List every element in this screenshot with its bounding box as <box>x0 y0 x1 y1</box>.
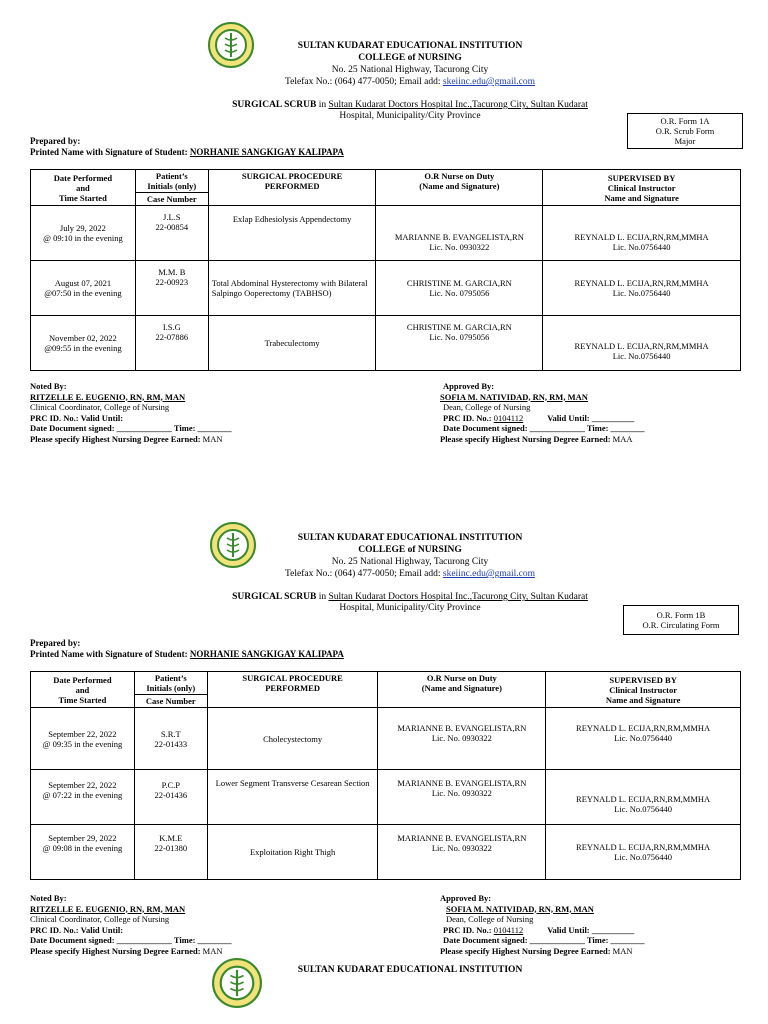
telefax-line: Telefax No.: (064) 477-0050; Email add: skeiinc.edu@gmail.com <box>284 77 536 87</box>
table-row: July 29, 2022 @ 09:10 in the evening J.L.S 22-00854 Exlap Edhesiolysis Appendectomy MARIANNE B. EVANGELISTA,RN Lic. No. 0930322 REYNALD L. ECIJA,RN,RM,MMHA Lic. No.0756440 <box>31 206 741 261</box>
header-nurse: O.R Nurse on Duty (Name and Signature) <box>376 170 543 206</box>
noted-by-block: Noted By: RITZELLE E. EUGENIO, RN, RM, MAN Clinical Coordinator, College of Nursing PRC ID. No.: Valid Until: Date Document signed: _____________ Time: ________ Please specify Highest Nursing Degree Earned: MAN <box>30 381 232 444</box>
header-date: Date Performed and Time Started <box>31 170 136 206</box>
prepared-by: Prepared by: Printed Name with Signature of Student: NORHANIE SANGKIGAY KALIPAPA <box>30 638 344 659</box>
surgical-scrub-line: SURGICAL SCRUB in Sultan Kudarat Doctors Hospital Inc.,Tacurong City, Sultan Kudarat Hospital, Municipality/City Province <box>150 100 670 122</box>
footer-institution-name: SULTAN KUDARAT EDUCATIONAL INSTITUTION <box>297 965 523 975</box>
procedure-table: Date Performed and Time Started Patient’s Initials (only) SURGICAL PROCEDURE PERFORMED O.R Nurse on Duty (Name and Signature) SUPERVISED BY Clinical Instructor Name and Signature Case Number September 22, 2022 @ 09:35 in the evening S.R.T 22-01433 Cholecystectomy MARIANNE B. EVANGELISTA,RN Lic. No. 0930322 REYNALD L. ECIJA,RN,RM,MMHA Lic. No.0756440 September 22, 2022 @ 07:22 in the evening P.C.P 22-01436 Lower Segment Transverse Cesarean Section MARIANNE B. EVANGELISTA,RN Lic. No. 0930322 REYNALD L. ECIJA,RN,RM,MMHA Lic. No.0756440 September 29, 2022 @ 09:08 in the evening K.M.E 22-01380 Exploitation Right Thigh MARIANNE B. EVANGELISTA,RN Lic. No. 0930322 REYNALD L. ECIJA,RN,RM,MMHA Lic. No.0756440 <box>30 671 741 880</box>
hospital-name: Sultan Kudarat Doctors Hospital Inc.,Tacurong City, Sultan Kudarat <box>328 100 588 110</box>
table-row: November 02, 2022 @09:55 in the evening I.S.G 22-07886 Trabeculectomy CHRISTINE M. GARCIA,RN Lic. No. 0795056 REYNALD L. ECIJA,RN,RM,MMHA Lic. No.0756440 <box>31 316 741 371</box>
noted-by-block: Noted By: RITZELLE E. EUGENIO, RN, RM, MAN Clinical Coordinator, College of Nursing PRC ID. No.: Valid Until: Date Document signed: _____________ Time: ________ Please specify Highest Nursing Degree Earned: MAN <box>30 893 232 956</box>
header-patient-initials: Patient’s Initials (only) <box>135 170 208 193</box>
approved-by-block: Approved By: SOFIA M. NATIVIDAD, RN, RM, MAN Dean, College of Nursing PRC ID. No.: 0104112 Valid Until: __________ Date Document signed: _____________ Time: ________ Please specify Highest Nursing Degree Earned: MAN <box>440 893 645 956</box>
student-name: NORHANIE SANGKIGAY KALIPAPA <box>189 147 344 157</box>
address: No. 25 National Highway, Tacurong City <box>331 65 489 75</box>
email-link[interactable]: skeiinc.edu@gmail.com <box>442 569 536 579</box>
header-case-number: Case Number <box>135 193 208 206</box>
approved-by-block: Approved By: SOFIA M. NATIVIDAD, RN, RM, MAN Dean, College of Nursing PRC ID. No.: 0104112 Valid Until: __________ Date Document signed: _____________ Time: ________ Please specify Highest Nursing Degree Earned: MAA <box>440 381 645 444</box>
prepared-by: Prepared by: Printed Name with Signature of Student: NORHANIE SANGKIGAY KALIPAPA <box>30 136 344 157</box>
hospital-caption: Hospital, Municipality/City Province <box>339 111 481 121</box>
noted-name: RITZELLE E. EUGENIO, RN, RM, MAN <box>30 391 186 402</box>
surgical-scrub-line: SURGICAL SCRUB in Sultan Kudarat Doctors Hospital Inc.,Tacurong City, Sultan Kudarat Hospital, Municipality/City Province <box>232 592 588 613</box>
procedure-table <box>30 169 741 371</box>
student-name: NORHANIE SANGKIGAY KALIPAPA <box>189 649 344 659</box>
table-row: August 07, 2021 @07:50 in the evening M.M. B 22-00923 Total Abdominal Hysterectomy with Bilateral Salpingo Ooperectomy (TABHSO) CHRISTINE M. GARCIA,RN Lic. No. 0795056 REYNALD L. ECIJA,RN,RM,MMHA Lic. No.0756440 <box>31 261 741 316</box>
form-type-box: O.R. Form 1A O.R. Scrub Form Major <box>627 113 743 149</box>
college-name: COLLEGE of NURSING <box>358 53 462 63</box>
header-supervised: SUPERVISED BY Clinical Instructor Name and Signature <box>543 170 741 206</box>
header-procedure: SURGICAL PROCEDURE PERFORMED <box>208 170 376 206</box>
approved-name: SOFIA M. NATIVIDAD, RN, RM, MAN <box>440 391 588 402</box>
institution-name: SULTAN KUDARAT EDUCATIONAL INSTITUTION <box>297 41 523 51</box>
form-type-box: O.R. Form 1B O.R. Circulating Form <box>623 605 739 635</box>
letterhead <box>200 40 620 88</box>
table-row: September 29, 2022 @ 09:08 in the evening K.M.E 22-01380 Exploitation Right Thigh MARIANNE B. EVANGELISTA,RN Lic. No. 0930322 REYNALD L. ECIJA,RN,RM,MMHA Lic. No.0756440 <box>31 825 741 880</box>
table-row: September 22, 2022 @ 09:35 in the evening S.R.T 22-01433 Cholecystectomy MARIANNE B. EVANGELISTA,RN Lic. No. 0930322 REYNALD L. ECIJA,RN,RM,MMHA Lic. No.0756440 <box>31 708 741 770</box>
table-row: September 22, 2022 @ 07:22 in the evening P.C.P 22-01436 Lower Segment Transverse Cesarean Section MARIANNE B. EVANGELISTA,RN Lic. No. 0930322 REYNALD L. ECIJA,RN,RM,MMHA Lic. No.0756440 <box>31 770 741 825</box>
email-link[interactable]: skeiinc.edu@gmail.com <box>442 77 536 87</box>
letterhead: SULTAN KUDARAT EDUCATIONAL INSTITUTION COLLEGE of NURSING No. 25 National Highway, Tacurong City Telefax No.: (064) 477-0050; Email add: skeiinc.edu@gmail.com <box>284 533 536 579</box>
